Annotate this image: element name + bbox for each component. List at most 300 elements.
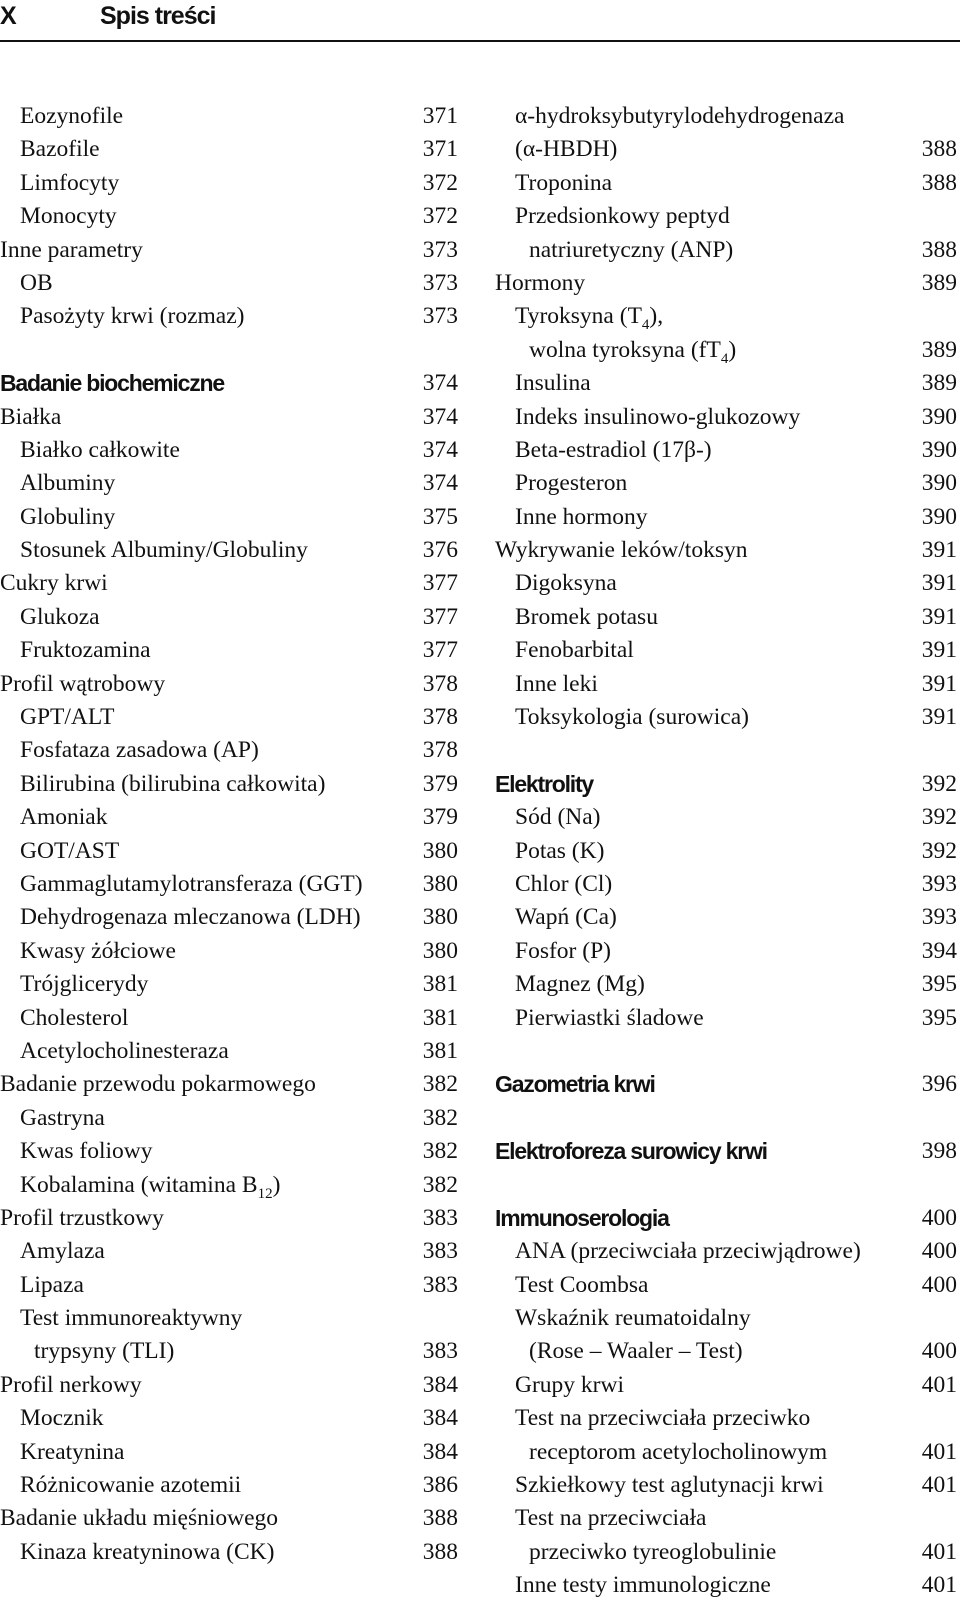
section-spacer [495,1035,957,1068]
toc-entry-page-number: 377 [422,637,458,664]
toc-entry [495,100,957,133]
toc-entry-text: Inne testy immunologiczne [515,1572,771,1599]
toc-entry-page-number: 390 [921,436,957,463]
toc-entry-title [0,367,224,400]
toc-entry-title [515,133,617,166]
toc-entry [0,100,458,133]
toc-entry-text: (α-HBDH) [515,136,618,163]
toc-entry-title [20,868,363,901]
toc-entry-title [515,701,749,734]
toc-entry-title [0,567,108,600]
toc-entry-page-number: 398 [921,1138,957,1165]
toc-entry-title [20,901,361,934]
toc-entry-text-suffix: ), [649,303,664,330]
toc-entry [0,1536,458,1569]
toc-entry-title [515,467,627,500]
toc-entry-page-number: 401 [921,1572,957,1599]
toc-entry-page-number: 393 [921,904,957,931]
toc-entry-text: Fosfor (P) [515,937,611,964]
toc-entry-page-number: 392 [921,804,957,831]
toc-entry-title [515,901,617,934]
toc-entry-text: Monocyty [20,203,117,230]
toc-entry-page-number: 389 [921,370,957,397]
toc-entry-title [0,1369,142,1402]
toc-entry-page-number: 401 [921,1371,957,1398]
toc-entry [0,401,458,434]
toc-entry-text: Magnez (Mg) [515,971,645,998]
section-spacer [495,1169,957,1202]
toc-entry-page-number: 390 [921,403,957,430]
toc-section-heading [495,1135,957,1168]
toc-entry-title [20,734,259,767]
toc-entry-title [20,1035,229,1068]
toc-entry-text: natriuretyczny (ANP) [529,236,734,263]
toc-entry-text: Białka [0,403,62,430]
toc-entry-title [515,601,658,634]
toc-entry-page-number: 390 [921,470,957,497]
toc-entry-title [20,935,176,968]
toc-entry-page-number: 393 [921,870,957,897]
toc-entry-title [20,634,151,667]
toc-entry [0,1502,458,1535]
section-spacer [495,734,957,767]
toc-entry [0,501,458,534]
toc-entry-text: Badanie biochemiczne [0,370,224,397]
toc-entry [495,634,957,667]
toc-entry-text: Potas (K) [515,837,605,864]
toc-entry-title [495,1135,767,1168]
toc-entry-title [20,1135,153,1168]
toc-section-heading [495,1202,957,1235]
toc-entry-text: Sód (Na) [515,804,601,831]
toc-entry [0,1269,458,1302]
toc-entry-text: Bilirubina (bilirubina całkowita) [20,770,326,797]
toc-entry [0,835,458,868]
toc-entry-page-number: 382 [422,1171,458,1198]
toc-entry-page-number: 391 [921,570,957,597]
toc-entry-text: Troponina [515,169,613,196]
toc-entry [0,567,458,600]
toc-entry-title [20,968,148,1001]
toc-entry-text-suffix: ) [728,336,737,363]
toc-entry-title [515,1002,704,1035]
toc-entry-page-number: 384 [422,1438,458,1465]
toc-entry-text: Przedsionkowy peptyd [515,203,730,230]
toc-entry-text: Digoksyna [515,570,617,597]
toc-entry-title [515,968,645,1001]
toc-entry-page-number: 371 [422,136,458,163]
toc-entry-title [495,768,593,801]
toc-entry [495,1569,957,1602]
toc-entry-page-number: 381 [422,1037,458,1064]
toc-entry-page-number: 374 [422,403,458,430]
toc-entry-page-number: 380 [422,870,458,897]
toc-entry-page-number: 400 [921,1238,957,1265]
toc-entry [0,768,458,801]
toc-entry-page-number: 373 [422,269,458,296]
toc-entry-title [515,801,601,834]
toc-entry-title [20,534,308,567]
toc-entry-page-number: 374 [422,470,458,497]
toc-entry-page-number: 380 [422,837,458,864]
toc-entry-text: Acetylocholinesteraza [20,1037,229,1064]
toc-entry-text: Kobalamina (witamina B [20,1171,258,1198]
toc-entry [495,835,957,868]
toc-entry-text: Wskaźnik reumatoidalny [515,1305,751,1332]
toc-entry-text: Inne parametry [0,236,143,263]
toc-entry [0,801,458,834]
toc-entry [0,1135,458,1168]
toc-entry-title [515,1269,648,1302]
toc-entry-page-number: 375 [422,503,458,530]
toc-entry-text: trypsyny (TLI) [34,1338,175,1365]
toc-entry-page-number: 378 [422,670,458,697]
toc-entry-text: wolna tyroksyna (fT [529,336,721,363]
toc-entry-text: Fenobarbital [515,637,634,664]
toc-entry-text: Wapń (Ca) [515,904,617,931]
toc-entry-text: Profil wątrobowy [0,670,166,697]
toc-entry-title [0,401,61,434]
toc-entry-subscript: 4 [641,317,650,334]
toc-entry-title [20,801,107,834]
toc-entry [0,1235,458,1268]
toc-entry [495,234,957,267]
toc-entry-title [20,835,119,868]
toc-entry-text: GOT/AST [20,837,120,864]
toc-entry-page-number: 400 [921,1271,957,1298]
toc-entry [0,1202,458,1235]
toc-entry-text: Kreatynina [20,1438,125,1465]
toc-entry [0,1035,458,1068]
toc-entry-text: Immunoserologia [495,1204,669,1231]
toc-entry-title [20,1469,241,1502]
toc-entry [495,901,957,934]
toc-entry-page-number: 388 [921,169,957,196]
page-header [0,0,960,44]
toc-entry-text: Pasożyty krwi (rozmaz) [20,303,245,330]
toc-entry-title [34,1335,174,1368]
toc-entry [0,935,458,968]
toc-entry-title [515,634,634,667]
toc-entry-text: Gastryna [20,1104,105,1131]
toc-entry [0,234,458,267]
toc-entry [495,1369,957,1402]
toc-entry-subscript: 12 [257,1185,273,1202]
toc-entry-text: Chlor (Cl) [515,870,613,897]
toc-left-column [0,100,458,1569]
toc-entry [495,668,957,701]
toc-entry [495,968,957,1001]
toc-entry [0,1369,458,1402]
toc-entry-text: Kwasy żółciowe [20,937,176,964]
toc-entry-title [515,1569,771,1602]
toc-entry [495,1335,957,1368]
header-rule [0,40,960,42]
toc-entry [495,601,957,634]
toc-entry-text: Eozynofile [20,103,124,129]
toc-entry-page-number: 394 [921,937,957,964]
toc-entry-page-number: 388 [921,236,957,263]
toc-right-column [495,100,957,1603]
toc-section-heading [0,367,458,400]
toc-entry-title [20,1436,124,1469]
toc-entry-title [20,300,244,333]
toc-entry-text: Hormony [495,269,586,296]
toc-entry-title [515,401,800,434]
toc-entry-title [20,1269,84,1302]
toc-entry-text: Progesteron [515,470,628,497]
toc-entry [495,534,957,567]
toc-entry-page-number: 384 [422,1405,458,1432]
toc-entry-title [20,434,180,467]
toc-entry-page-number: 383 [422,1238,458,1265]
toc-entry [495,1302,957,1335]
toc-entry-text: α-hydroksybutyrylodehydrogenaza [515,103,845,129]
toc-entry-text: Lipaza [20,1271,84,1298]
toc-entry-page-number: 380 [422,937,458,964]
toc-entry [495,868,957,901]
section-spacer [0,334,458,367]
toc-entry-text: Białko całkowite [20,436,180,463]
toc-entry-title [495,534,747,567]
toc-entry-text: Bromek potasu [515,603,658,630]
toc-entry-title [20,133,100,166]
toc-entry-title [20,1402,104,1435]
toc-entry-page-number: 371 [422,103,458,129]
toc-entry [0,1335,458,1368]
toc-entry-title [515,567,617,600]
toc-entry-text: (Rose – Waaler – Test) [529,1338,743,1365]
toc-entry-text: GPT/ALT [20,704,115,731]
toc-entry [495,1002,957,1035]
toc-entry [0,1436,458,1469]
toc-entry-text: Glukoza [20,603,100,630]
toc-entry [0,868,458,901]
toc-entry-text: ANA (przeciwciała przeciwjądrowe) [515,1238,861,1265]
toc-entry [495,267,957,300]
toc-entry-text: Cholesterol [20,1004,129,1031]
toc-entry-text: Gazometria krwi [495,1071,655,1098]
toc-entry [0,734,458,767]
toc-entry-page-number: 373 [422,303,458,330]
toc-entry-page-number: 400 [921,1204,957,1231]
toc-entry-page-number: 400 [921,1338,957,1365]
toc-entry-page-number: 383 [422,1204,458,1231]
toc-entry-page-number: 389 [921,336,957,363]
toc-entry [0,300,458,333]
toc-entry [0,1302,458,1335]
toc-entry [495,401,957,434]
toc-entry-title [0,234,143,267]
toc-entry [0,467,458,500]
toc-entry-title [495,267,585,300]
toc-entry [0,668,458,701]
toc-entry-title [515,167,612,200]
toc-entry-text: Trójglicerydy [20,971,149,998]
toc-entry-text: Tyroksyna (T [515,303,642,330]
toc-entry-page-number: 376 [422,537,458,564]
toc-entry-page-number: 389 [921,269,957,296]
toc-entry-title [20,1235,105,1268]
toc-entry-page-number: 391 [921,537,957,564]
toc-entry-title [20,1536,274,1569]
toc-entry-title [529,334,736,367]
toc-entry-subscript: 4 [720,350,729,367]
toc-entry [495,801,957,834]
toc-section-heading [495,1068,957,1101]
toc-entry-text: przeciwko tyreoglobulinie [529,1538,777,1565]
toc-entry-text: Test na przeciwciała przeciwko [515,1405,811,1432]
toc-entry-page-number: 377 [422,603,458,630]
toc-entry-text: Beta-estradiol (17β-) [515,436,712,463]
toc-entry-title [515,1402,810,1435]
toc-entry-page-number: 373 [422,236,458,263]
toc-entry [495,1269,957,1302]
toc-entry-page-number: 381 [422,971,458,998]
toc-entry [495,701,957,734]
toc-entry-title [495,1068,655,1101]
toc-entry-page-number: 379 [422,770,458,797]
toc-entry-page-number: 379 [422,804,458,831]
toc-entry-text: OB [20,269,53,296]
toc-entry [495,200,957,233]
toc-entry [0,701,458,734]
toc-entry [0,1068,458,1101]
toc-entry [0,1469,458,1502]
toc-entry-text: Test immunoreaktywny [20,1305,243,1332]
toc-entry [495,1402,957,1435]
toc-entry-title [515,1369,624,1402]
toc-entry-title [20,467,115,500]
toc-entry-title [0,1068,316,1101]
toc-entry-page-number: 388 [422,1505,458,1532]
toc-entry-page-number: 401 [921,1438,957,1465]
toc-entry-page-number: 374 [422,370,458,397]
toc-entry-text: Amylaza [20,1238,105,1265]
toc-entry-title [20,768,325,801]
toc-entry-page-number: 381 [422,1004,458,1031]
toc-entry-title [20,100,123,133]
toc-entry-text-suffix: ) [272,1171,281,1198]
toc-entry-page-number: 378 [422,704,458,731]
toc-entry [495,467,957,500]
toc-entry [0,968,458,1001]
toc-entry-title [515,935,611,968]
toc-entry [0,1102,458,1135]
toc-entry-page-number: 382 [422,1138,458,1165]
toc-entry-page-number: 395 [921,1004,957,1031]
toc-entry [495,1502,957,1535]
toc-entry [495,334,957,367]
toc-entry-title [20,267,53,300]
toc-entry-text: Albuminy [20,470,116,497]
toc-entry-title [515,1302,751,1335]
toc-entry [495,167,957,200]
toc-entry-text: Badanie układu mięśniowego [0,1505,279,1532]
toc-entry-text: Grupy krwi [515,1371,624,1398]
toc-entry [495,501,957,534]
toc-entry [0,901,458,934]
toc-entry-title [20,1002,128,1035]
toc-entry-page-number: 380 [422,904,458,931]
toc-entry-text: Dehydrogenaza mleczanowa (LDH) [20,904,361,931]
toc-entry-page-number: 388 [422,1538,458,1565]
toc-entry [0,200,458,233]
toc-entry-text: Test Coombsa [515,1271,649,1298]
toc-entry [0,1002,458,1035]
page-number: X [0,2,17,30]
toc-entry-page-number: 392 [921,837,957,864]
toc-entry [0,601,458,634]
toc-entry-title [515,300,663,333]
toc-entry-title [20,701,114,734]
toc-entry [0,1169,458,1202]
toc-entry-page-number: 388 [921,136,957,163]
toc-entry-page-number: 382 [422,1104,458,1131]
toc-entry-title [20,1102,105,1135]
toc-entry [495,133,957,166]
toc-entry-title [529,234,733,267]
toc-entry-text: Mocznik [20,1405,104,1432]
toc-section-heading [495,768,957,801]
toc-entry-page-number: 390 [921,503,957,530]
toc-entry-text: Wykrywanie leków/toksyn [495,537,748,564]
toc-entry [495,935,957,968]
toc-entry-page-number: 372 [422,203,458,230]
toc-entry-page-number: 401 [921,1472,957,1499]
toc-entry-text: Insulina [515,370,591,397]
toc-entry-text: Fruktozamina [20,637,151,664]
toc-entry-text: Globuliny [20,503,116,530]
toc-entry-text: Elektroforeza surowicy krwi [495,1138,767,1165]
toc-entry [0,534,458,567]
toc-entry-title [529,1536,776,1569]
toc-entry-page-number: 395 [921,971,957,998]
toc-entry-text: Badanie przewodu pokarmowego [0,1071,316,1098]
toc-entry [495,367,957,400]
section-spacer [495,1102,957,1135]
toc-entry-page-number: 391 [921,603,957,630]
toc-entry [495,434,957,467]
toc-entry-title [20,200,117,233]
toc-entry-text: Amoniak [20,804,108,831]
toc-entry-text: Pierwiastki śladowe [515,1004,704,1031]
toc-entry-text: Stosunek Albuminy/Globuliny [20,537,308,564]
toc-entry [0,267,458,300]
toc-entry [0,634,458,667]
toc-entry-text: Fosfataza zasadowa (AP) [20,737,259,764]
toc-entry-title [20,501,115,534]
toc-entry-title [20,601,100,634]
toc-entry-text: Cukry krwi [0,570,108,597]
toc-entry-title [515,501,648,534]
toc-entry-title [495,1202,669,1235]
toc-entry-page-number: 401 [921,1538,957,1565]
toc-entry-text: Profil trzustkowy [0,1204,164,1231]
toc-entry-title [515,868,612,901]
toc-entry-text: Inne leki [515,670,598,697]
toc-entry [0,434,458,467]
toc-entry-title [0,1202,164,1235]
toc-entry-page-number: 391 [921,637,957,664]
toc-entry-page-number: 382 [422,1071,458,1098]
toc-entry-page-number: 374 [422,436,458,463]
toc-entry-page-number: 383 [422,1338,458,1365]
toc-entry-page-number: 392 [921,770,957,797]
toc-entry [0,167,458,200]
toc-entry-text: Kinaza kreatyninowa (CK) [20,1538,275,1565]
toc-entry-text: Test na przeciwciała [515,1505,707,1532]
